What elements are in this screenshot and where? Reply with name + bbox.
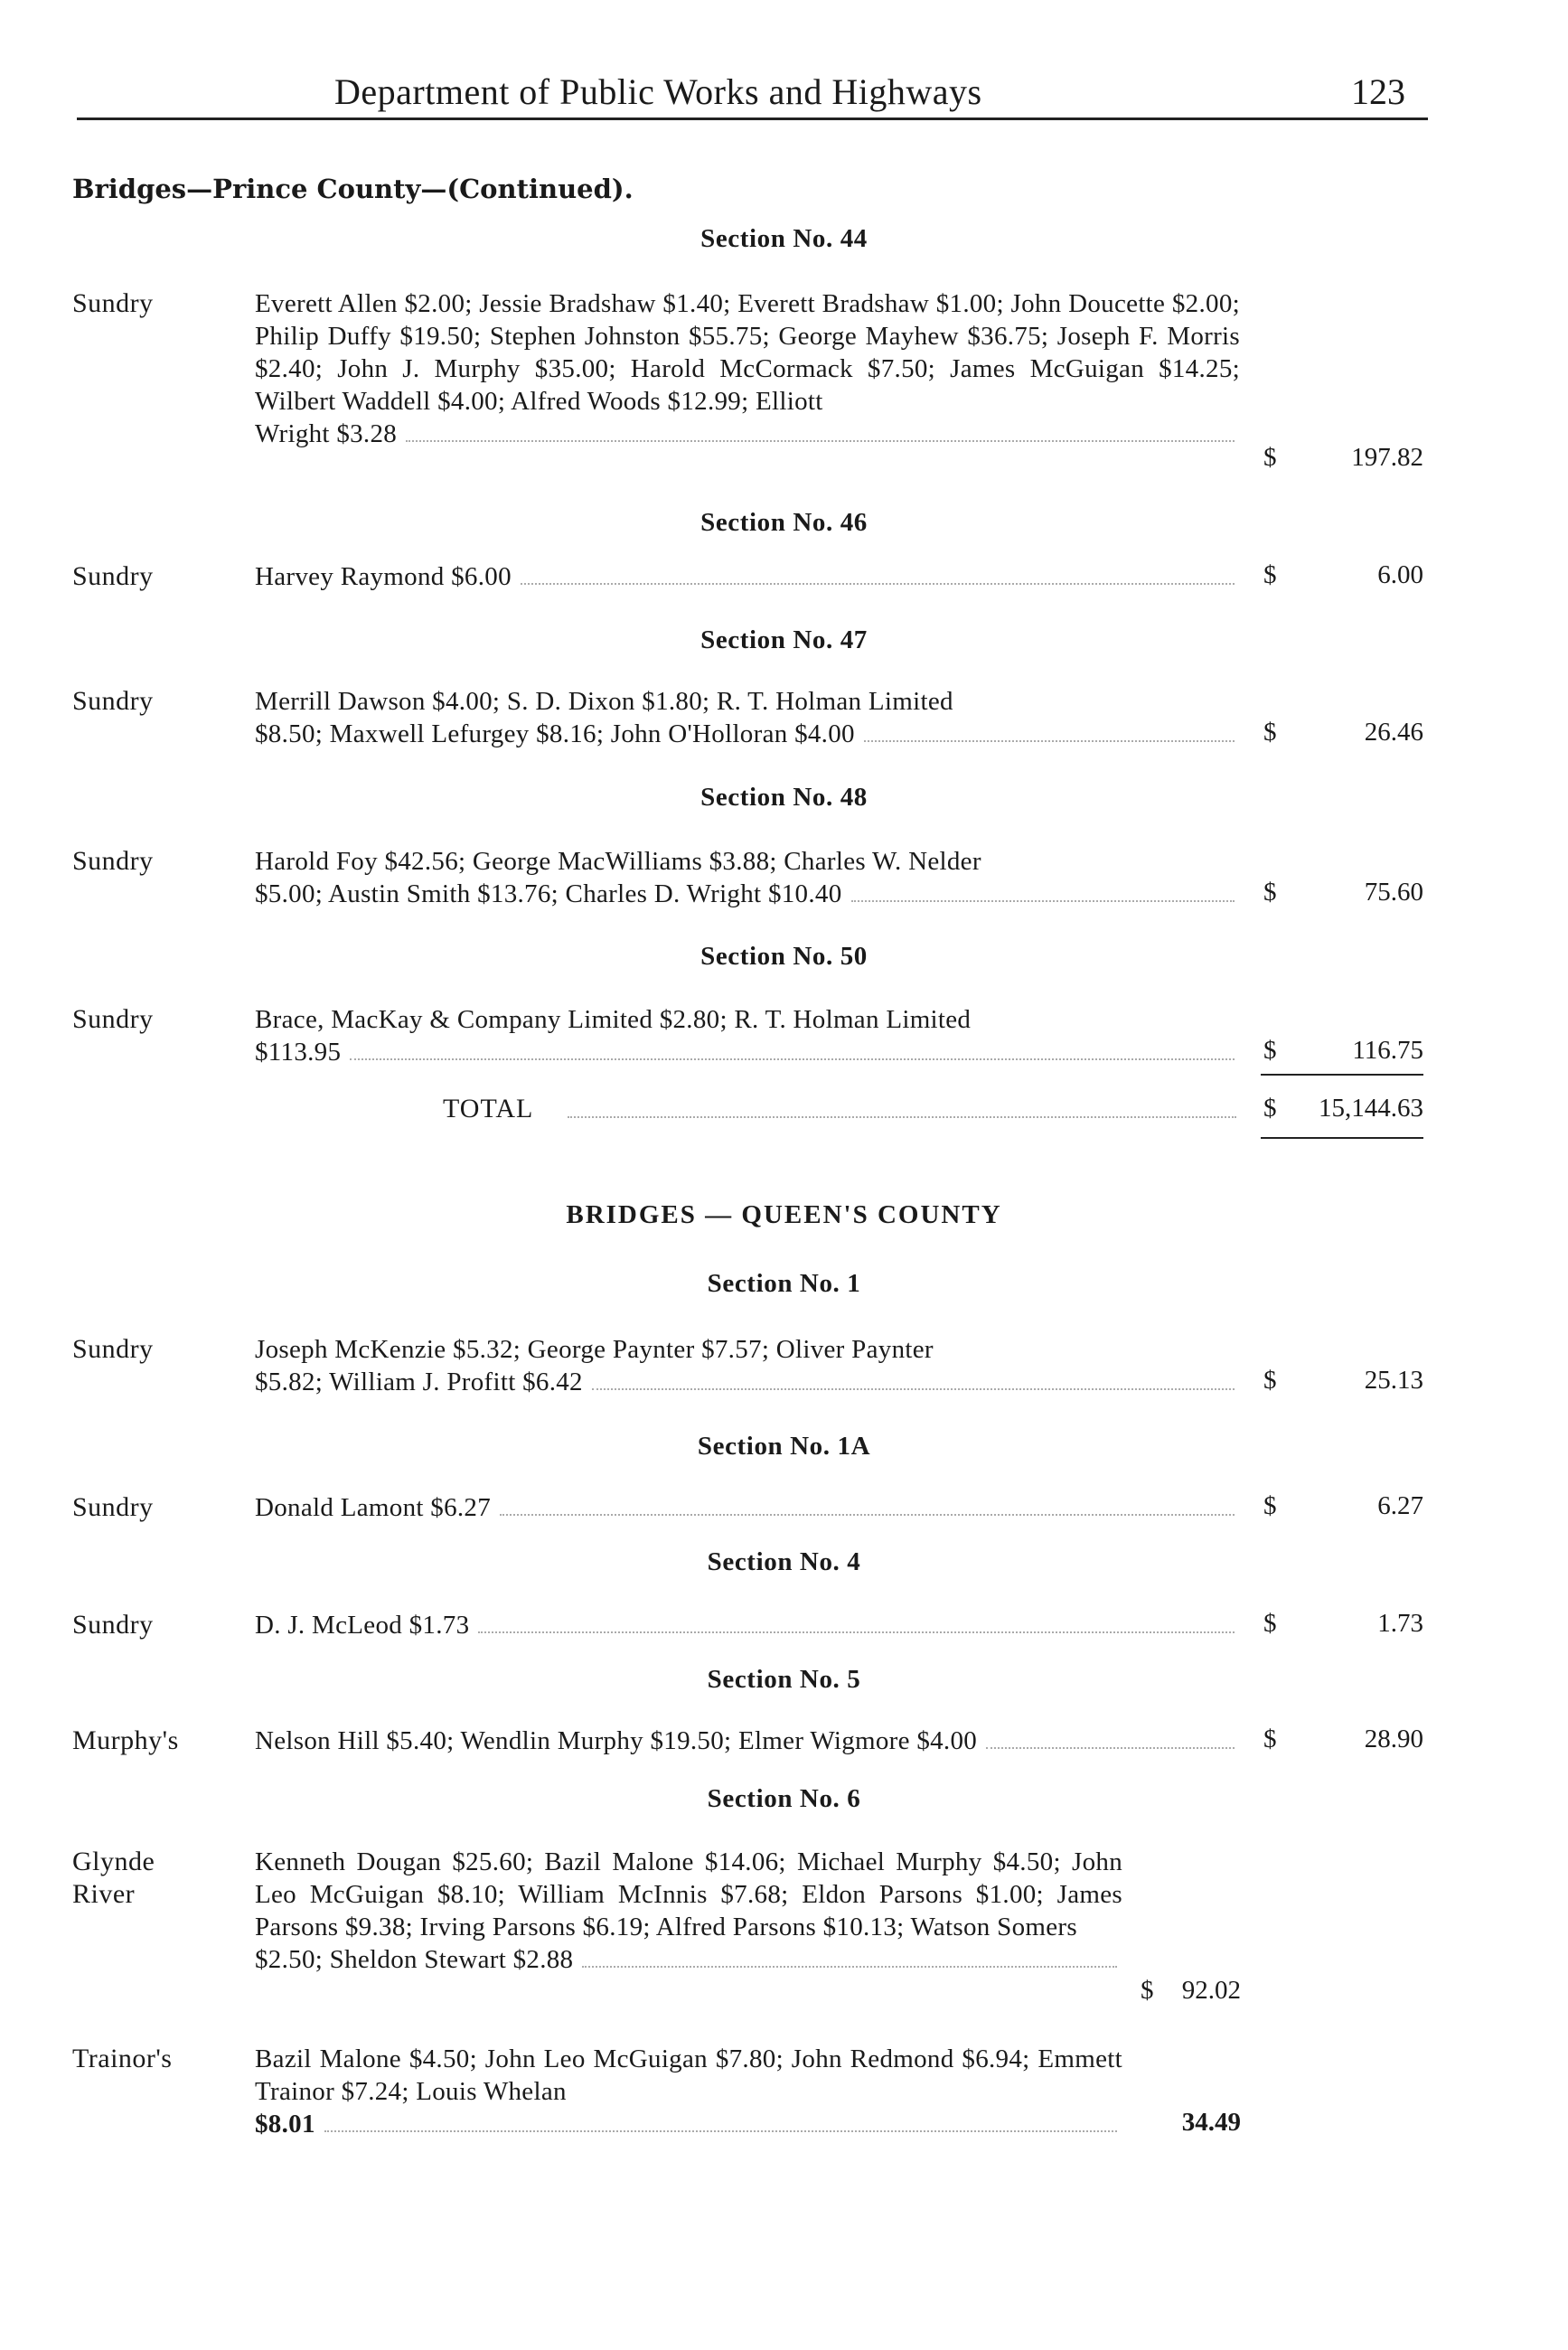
subtotal-rule [1261,1074,1423,1076]
dot-leader [568,1116,1236,1118]
dollar-sign: $ [1141,1976,1154,2005]
dot-leader [406,439,1235,442]
entry-description [255,560,1240,593]
entry-description [255,1491,1240,1524]
entry-description [255,2043,1122,2140]
dot-leader [324,2129,1117,2132]
section-heading: Section No. 48 [700,783,868,812]
entry-amount: 28.90 [1364,1725,1423,1753]
entry-text-body: Joseph McKenzie $5.32; George Paynter $7.57; Oliver Paynter [255,1335,934,1364]
entry-amount: 1.73 [1377,1609,1423,1638]
entry-description [255,1333,1240,1398]
entry-description [255,845,1240,910]
dot-leader [350,1058,1235,1060]
entry-location: Sundry [72,1004,154,1034]
entry-amount: 92.02 [1181,1976,1241,2005]
entry-description [255,1725,1240,1757]
entry-text-body: Kenneth Dougan $25.60; Bazil Malone $14.06; Michael Murphy $4.50; John Leo McGuigan $8.10; William McInnis $7.68; Eldon Parsons $1.00; James Parsons $9.38; Irving Parsons $6.19; Alfred Parsons $10.13; Watson Somers [255,1847,1122,1941]
entry-description [255,287,1240,450]
dot-leader [592,1387,1235,1390]
entry-last-line: Donald Lamont $6.27 [255,1493,492,1522]
entry-amount: 116.75 [1352,1036,1423,1065]
entry-location: Sundry [72,1492,154,1522]
total-rule [1261,1137,1423,1139]
entry-location: Sundry [72,288,154,318]
dollar-sign: $ [1263,1725,1277,1753]
entry-location: Murphy's [72,1725,179,1755]
dot-leader [851,899,1235,902]
entry-location: Sundry [72,1610,154,1640]
section-heading: Section No. 1A [697,1432,871,1461]
entry-amount: 26.46 [1364,718,1423,747]
section-heading: Section No. 5 [707,1665,861,1694]
entry-last-line: $8.01 [255,2110,315,2138]
entry-location [72,2043,230,2075]
entry-last-line: $5.82; William J. Profitt $6.42 [255,1368,583,1396]
entry-text-body: Brace, MacKay & Company Limited $2.80; R. T. Holman Limited [255,1005,972,1034]
entry-amount: 197.82 [1351,443,1423,472]
dot-leader [500,1513,1235,1516]
entry-text-body: Harold Foy $42.56; George MacWilliams $3.88; Charles W. Nelder [255,847,981,876]
entry-last-line: $8.50; Maxwell Lefurgey $8.16; John O'Holloran $4.00 [255,719,855,748]
entry-location: Sundry [72,561,154,591]
dollar-sign: $ [1263,1036,1277,1065]
section-heading: Section No. 1 [707,1269,861,1298]
dollar-sign: $ [1263,1609,1277,1638]
dollar-sign: $ [1263,718,1277,747]
page-header [77,70,1428,120]
county-heading: BRIDGES — QUEEN'S COUNTY [566,1200,1002,1229]
dollar-sign: $ [1263,1366,1277,1395]
dot-leader [521,582,1235,585]
entry-amount: 6.27 [1377,1491,1423,1520]
dot-leader [582,1965,1117,1968]
section-heading: Section No. 50 [700,942,868,971]
page-title: Department of Public Works and Highways [334,71,982,112]
entry-amount: 25.13 [1364,1366,1423,1395]
entry-text-body: Bazil Malone $4.50; John Leo McGuigan $7.80; John Redmond $6.94; Emmett Trainor $7.24; Louis Whelan [255,2044,1122,2106]
entry-location [72,1846,230,1911]
entry-location: Sundry [72,846,154,876]
entry-last-line: Nelson Hill $5.40; Wendlin Murphy $19.50; Elmer Wigmore $4.00 [255,1726,978,1755]
section-heading: Section No. 4 [707,1547,861,1576]
total-amount: 15,144.63 [1319,1094,1423,1123]
section-heading: Section No. 46 [700,508,868,537]
location-line: River [72,1879,136,1909]
entry-amount: 6.00 [1377,560,1423,589]
entry-location: Sundry [72,1334,154,1364]
entry-last-line: $113.95 [255,1038,342,1067]
continued-heading: Bridges—Prince County—(Continued). [72,174,634,204]
entry-last-line: Wright $3.28 [255,419,398,448]
entry-description [255,1609,1240,1641]
entry-location: Sundry [72,686,154,716]
entry-last-line: $5.00; Austin Smith $13.76; Charles D. Wright $10.40 [255,879,842,908]
entry-description [255,1846,1122,1976]
entry-description [255,685,1240,750]
entry-last-line: Harvey Raymond $6.00 [255,562,512,591]
dollar-sign: $ [1263,443,1277,472]
page-number: 123 [1351,71,1405,112]
location-line: Trainor's [72,2044,173,2073]
total-label: TOTAL [443,1094,534,1123]
entry-last-line: D. J. McLeod $1.73 [255,1611,470,1640]
dot-leader [986,1746,1235,1749]
section-heading: Section No. 47 [700,625,868,654]
dot-leader [864,739,1235,742]
entry-description [255,1003,1240,1068]
entry-last-line: $2.50; Sheldon Stewart $2.88 [255,1945,574,1974]
section-heading: Section No. 44 [700,224,868,253]
section-heading: Section No. 6 [707,1784,861,1813]
dollar-sign: $ [1263,1094,1277,1123]
location-line: Glynde [72,1847,155,1876]
entry-text-body: Everett Allen $2.00; Jessie Bradshaw $1.40; Everett Bradshaw $1.00; John Doucette $2.00; Philip Duffy $19.50; Stephen Johnston $55.75; George Mayhew $36.75; Joseph F. Morris $2.40; John J. Murphy $35.00; Harold McCormack $7.50; James McGuigan $14.25; Wilbert Waddell $4.00; Alfred Woods $12.99; Elliott [255,289,1240,416]
dollar-sign: $ [1263,878,1277,907]
dollar-sign: $ [1263,560,1277,589]
entry-amount: 75.60 [1364,878,1423,907]
dollar-sign: $ [1263,1491,1277,1520]
dot-leader [478,1631,1235,1633]
entry-amount: 34.49 [1181,2108,1241,2137]
entry-text-body: Merrill Dawson $4.00; S. D. Dixon $1.80; R. T. Holman Limited [255,687,953,716]
